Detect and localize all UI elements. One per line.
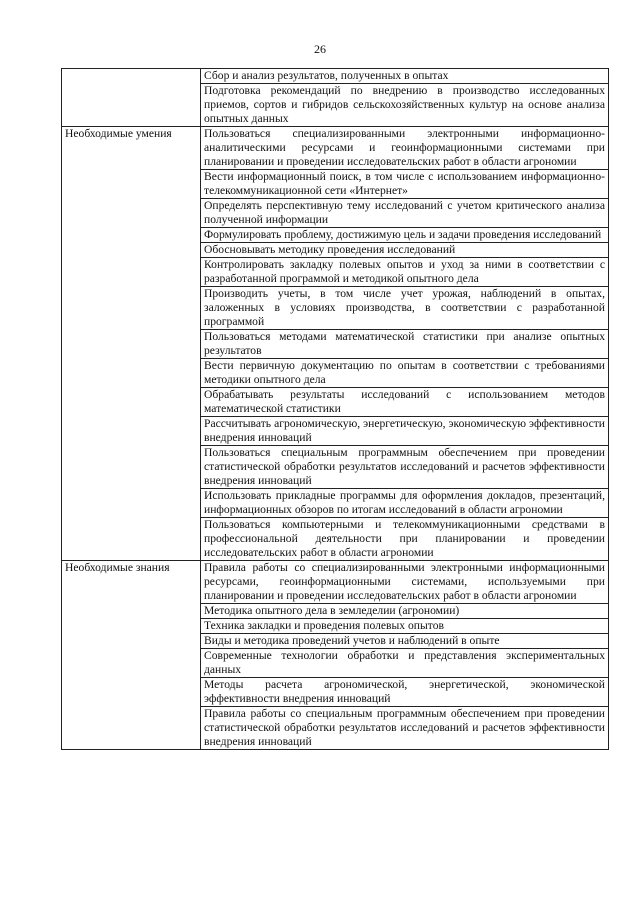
requirement-item: Методика опытного дела в земледелии (агрономии)	[201, 604, 609, 619]
requirement-item: Пользоваться специальным программным обеспечением при проведении статистической обработки результатов исследований и расчетов эффективности внедрения инноваций	[201, 446, 609, 489]
requirement-item: Правила работы со специализированными электронными информационными ресурсами, геоинформационными системами, используемыми при планировании и проведении исследовательских работ в области агрономии	[201, 561, 609, 604]
requirement-item: Пользоваться специализированными электронными информационно-аналитическими ресурсами и геоинформационными системами при планировании и проведении исследовательских работ в области агрономии	[201, 127, 609, 170]
requirement-item: Использовать прикладные программы для оформления докладов, презентаций, информационных обзоров по итогам исследований в области агрономии	[201, 489, 609, 518]
requirement-item: Формулировать проблему, достижимую цель и задачи проведения исследований	[201, 228, 609, 243]
requirement-item: Вести информационный поиск, в том числе с использованием информационно-телекоммуникационной сети «Интернет»	[201, 170, 609, 199]
requirement-item: Пользоваться компьютерными и телекоммуникационными средствами в профессиональной деятельности при планировании и проведении исследовательских работ в области агрономии	[201, 518, 609, 561]
table-row	[62, 69, 609, 84]
section-label: Необходимые умения	[62, 127, 201, 561]
requirement-item: Виды и методика проведений учетов и наблюдений в опыте	[201, 634, 609, 649]
table-row	[62, 127, 609, 170]
requirement-item: Обрабатывать результаты исследований с использованием методов математической статистики	[201, 388, 609, 417]
requirement-item: Сбор и анализ результатов, полученных в опытах	[201, 69, 609, 84]
requirement-item: Рассчитывать агрономическую, энергетическую, экономическую эффективности внедрения инноваций	[201, 417, 609, 446]
table-body	[62, 69, 609, 750]
requirement-item: Производить учеты, в том числе учет урожая, наблюдений в опытах, заложенных в условиях производства, в соответствии с разработанной программой	[201, 287, 609, 330]
requirement-item: Техника закладки и проведения полевых опытов	[201, 619, 609, 634]
requirement-item: Контролировать закладку полевых опытов и уход за ними в соответствии с разработанной программой и методикой опытного дела	[201, 258, 609, 287]
section-label	[62, 69, 201, 127]
competency-table	[61, 68, 609, 750]
requirement-item: Методы расчета агрономической, энергетической, экономической эффективности внедрения инноваций	[201, 678, 609, 707]
requirement-item: Вести первичную документацию по опытам в соответствии с требованиями методики опытного дела	[201, 359, 609, 388]
requirement-item: Обосновывать методику проведения исследований	[201, 243, 609, 258]
requirement-item: Пользоваться методами математической статистики при анализе опытных результатов	[201, 330, 609, 359]
page-number: 26	[314, 42, 326, 56]
requirement-item: Определять перспективную тему исследований с учетом критического анализа полученной информации	[201, 199, 609, 228]
requirement-item: Правила работы со специальным программным обеспечением при проведении статистической обработки результатов исследований и расчетов эффективности внедрения инноваций	[201, 707, 609, 750]
section-label: Необходимые знания	[62, 561, 201, 750]
table-row	[62, 561, 609, 604]
requirement-item: Подготовка рекомендаций по внедрению в производство исследованных приемов, сортов и гибридов сельскохозяйственных культур на основе анализа опытных данных	[201, 84, 609, 127]
requirement-item: Современные технологии обработки и представления экспериментальных данных	[201, 649, 609, 678]
